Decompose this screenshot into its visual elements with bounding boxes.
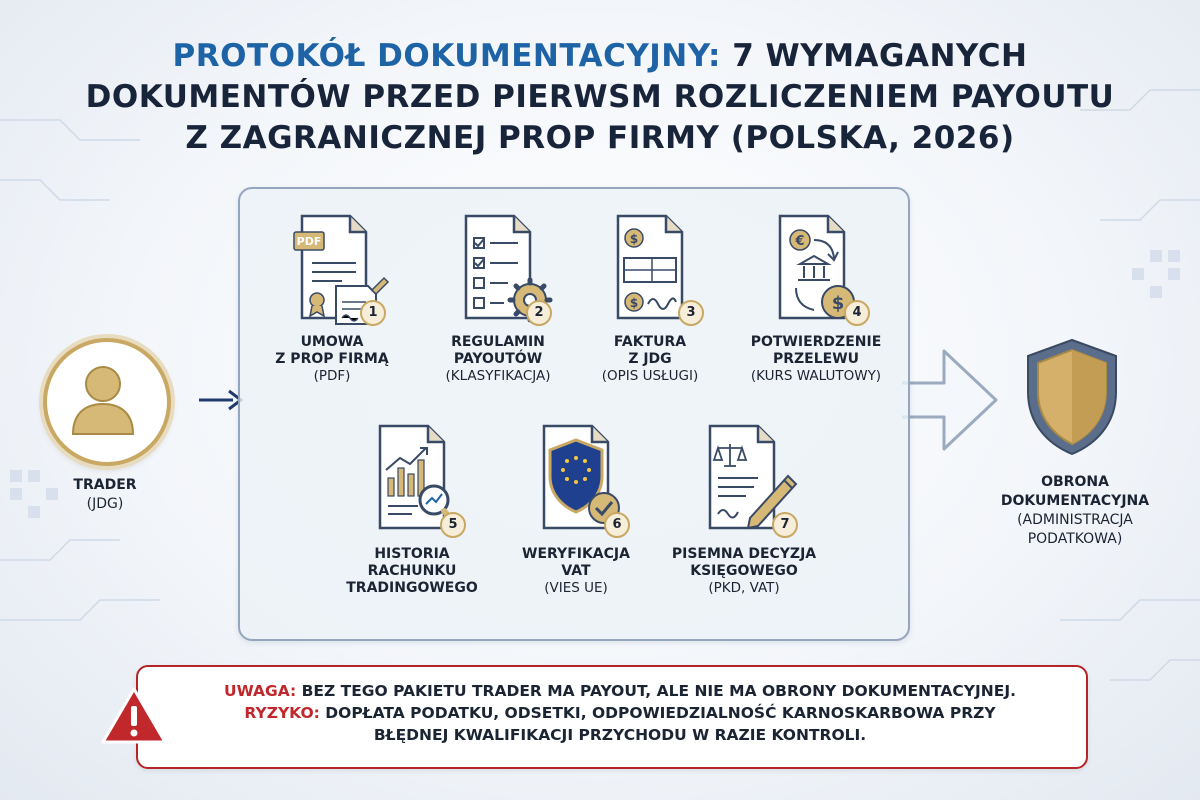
warning-line-3: BŁĘDNEJ KWALIFIKACJI PRZYCHODU W RAZIE KONTROLI.: [373, 726, 867, 744]
document-4-label-1: POTWIERDZENIE: [750, 334, 882, 350]
warning-text: [180, 680, 1060, 746]
document-4-sub: (KURS WALUTOWY): [750, 368, 882, 384]
document-6-vat-verification: [486, 420, 666, 597]
defense-name-2: DOKUMENTACYJNA: [1000, 493, 1150, 509]
document-5-label-1: HISTORIA: [374, 546, 450, 562]
document-7-label-1: PISEMNA DECYZJA: [671, 546, 817, 562]
trader-sub: (JDG): [86, 496, 124, 512]
document-5-trading-history: [322, 420, 502, 597]
trader-avatar: [43, 338, 171, 466]
document-7-accountant-decision: [654, 420, 834, 597]
document-4-label-2: PRZELEWU: [772, 351, 860, 367]
document-3-label-2: Z JDG: [628, 351, 672, 367]
title-line-3: Z ZAGRANICZNEJ PROP FIRMY (POLSKA, 2026): [185, 120, 1015, 156]
title-line-1-rest: 7 WYMAGANYCH: [720, 38, 1028, 74]
svg-text:$: $: [831, 293, 845, 314]
defense-label: [975, 473, 1175, 549]
document-6-label-1: WERYFIKACJA: [522, 546, 630, 562]
document-5-label-2: RACHUNKU: [367, 563, 457, 579]
arrow-right-icon: [197, 385, 243, 415]
document-1-contract: [242, 208, 422, 385]
title-accent: PROTOKÓŁ DOKUMENTACYJNY:: [172, 38, 721, 74]
document-number-2: 2: [526, 300, 552, 326]
warning-text-2: DOPŁATA PODATKU, ODSETKI, ODPOWIEDZIALNOŚĆ KARNOSKARBOWA PRZY: [319, 704, 996, 722]
warning-label-ryzyko: RYZYKO:: [244, 704, 320, 722]
svg-text:$: $: [629, 232, 639, 246]
document-2-label-2: PAYOUTÓW: [453, 351, 543, 367]
warning-line-1: [180, 680, 1060, 702]
defense-sub-2: PODATKOWA): [1027, 531, 1123, 547]
document-3-sub: (OPIS USŁUGI): [601, 368, 699, 384]
person-icon: [67, 360, 139, 438]
document-1-label-1: UMOWA: [300, 334, 364, 350]
trader-name: TRADER: [73, 477, 137, 493]
document-5-label-3: TRADINGOWEGO: [346, 580, 478, 596]
svg-text:$: $: [629, 296, 639, 310]
warning-line-2: [180, 702, 1060, 724]
document-2-sub: (KLASYFIKACJA): [445, 368, 551, 384]
document-number-1: 1: [360, 300, 386, 326]
document-number-3: 3: [678, 300, 704, 326]
trader-label: [40, 476, 170, 514]
document-number-5: 5: [440, 512, 466, 538]
svg-text:€: €: [795, 234, 805, 249]
document-6-label-2: VAT: [561, 563, 591, 579]
document-3-label-1: FAKTURA: [613, 334, 687, 350]
defense-sub-1: (ADMINISTRACJA: [1017, 512, 1133, 528]
warning-label-uwaga: UWAGA:: [224, 682, 297, 700]
title-line-2: DOKUMENTÓW PRZED PIERWSM ROZLICZENIEM PAYOUTU: [85, 79, 1115, 115]
warning-text-1: BEZ TEGO PAKIETU TRADER MA PAYOUT, ALE NIE MA OBRONY DOKUMENTACYJNEJ.: [296, 682, 1016, 700]
document-number-4: 4: [844, 300, 870, 326]
defense-shield-icon: [1022, 336, 1122, 458]
document-1-sub: (PDF): [313, 368, 351, 384]
warning-triangle-icon: [100, 686, 168, 746]
defense-name-1: OBRONA: [1041, 474, 1109, 490]
pdf-tag: PDF: [296, 235, 322, 248]
document-7-label-2: KSIĘGOWEGO: [690, 563, 798, 579]
title-line-1: [0, 36, 1200, 77]
page-title: [0, 36, 1200, 159]
big-outline-arrow-icon: [900, 345, 1000, 455]
document-1-label-2: Z PROP FIRMĄ: [275, 351, 389, 367]
document-6-sub: (VIES UE): [544, 580, 608, 596]
document-2-label-1: REGULAMIN: [451, 334, 545, 350]
document-number-7: 7: [772, 512, 798, 538]
document-4-transfer-confirmation: [726, 208, 906, 385]
document-3-invoice: [560, 208, 740, 385]
document-number-6: 6: [604, 512, 630, 538]
document-7-sub: (PKD, VAT): [708, 580, 780, 596]
